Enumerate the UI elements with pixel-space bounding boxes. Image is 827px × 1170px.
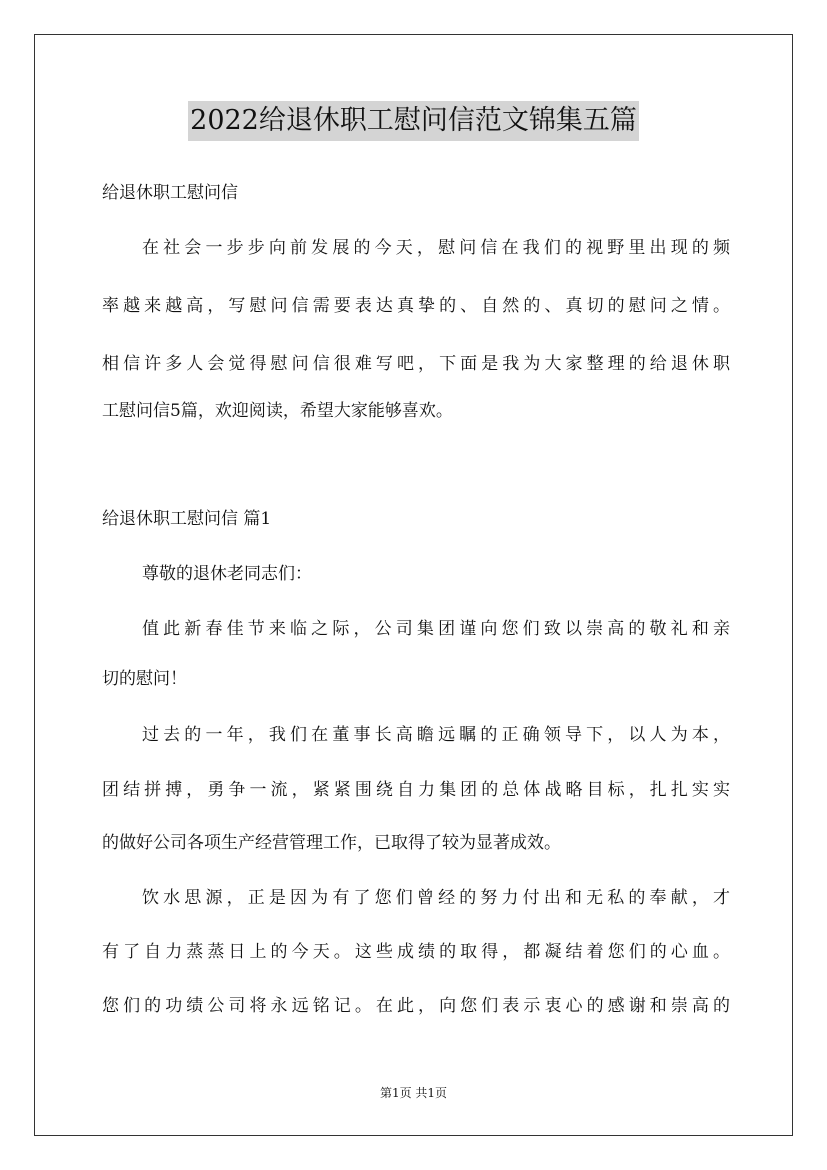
paragraph-line: 率越来越高，写慰问信需要表达真挚的、自然的、真切的慰问之情。 xyxy=(102,296,730,316)
paragraph-line: 的做好公司各项生产经营管理工作，已取得了较为显著成效。 xyxy=(102,833,561,853)
paragraph-line: 在社会一步步向前发展的今天，慰问信在我们的视野里出现的频 xyxy=(142,238,730,258)
paragraph-line: 有了自力蒸蒸日上的今天。这些成绩的取得，都凝结着您们的心血。 xyxy=(102,942,730,962)
paragraph-line: 工慰问信5篇，欢迎阅读，希望大家能够喜欢。 xyxy=(102,401,453,421)
page-footer xyxy=(0,1084,827,1101)
section-heading: 给退休职工慰问信 篇1 xyxy=(102,509,272,529)
document-title: 2022给退休职工慰问信范文锦集五篇 xyxy=(188,101,639,141)
paragraph-line: 团结拼搏，勇争一流，紧紧围绕自力集团的总体战略目标，扎扎实实 xyxy=(102,780,730,800)
page-number: 第1页 共1页 xyxy=(379,1086,448,1100)
paragraph-line: 值此新春佳节来临之际，公司集团谨向您们致以崇高的敬礼和亲 xyxy=(142,619,730,639)
paragraph-line: 您们的功绩公司将永远铭记。在此，向您们表示衷心的感谢和崇高的 xyxy=(102,996,730,1016)
paragraph-line: 过去的一年，我们在董事长高瞻远瞩的正确领导下，以人为本， xyxy=(142,725,730,745)
section-heading: 给退休职工慰问信 xyxy=(102,183,238,203)
title-container xyxy=(0,101,827,141)
paragraph-line: 相信许多人会觉得慰问信很难写吧，下面是我为大家整理的给退休职 xyxy=(102,354,730,374)
paragraph-line: 饮水思源，正是因为有了您们曾经的努力付出和无私的奉献，才 xyxy=(142,888,730,908)
salutation: 尊敬的退休老同志们： xyxy=(142,564,312,584)
paragraph-line: 切的慰问！ xyxy=(102,669,187,689)
